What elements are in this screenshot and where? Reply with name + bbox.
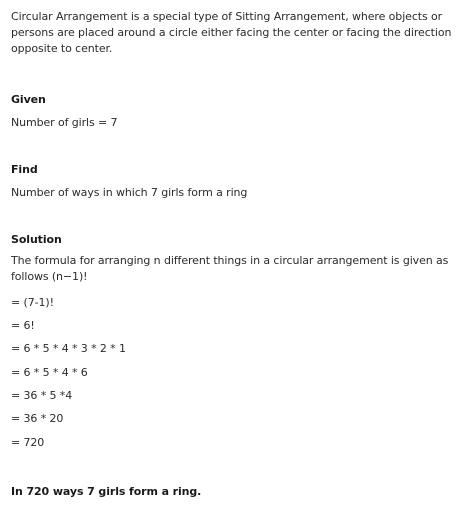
solution-step: = 720	[11, 436, 45, 449]
solution-step: = 6 * 5 * 4 * 6	[11, 366, 88, 379]
solution-heading: Solution	[11, 233, 62, 246]
solution-formula-text: The formula for arranging n different things in a circular arrangement is given as follows (n−1)!	[11, 254, 449, 283]
solution-step: = (7-1)!	[11, 296, 54, 309]
solution-step: = 6 * 5 * 4 * 3 * 2 * 1	[11, 342, 126, 355]
solution-step: = 36 * 5 *4	[11, 389, 73, 402]
solution-step: = 6!	[11, 319, 35, 332]
conclusion-text: In 720 ways 7 girls form a ring.	[11, 485, 202, 498]
solution-step: = 36 * 20	[11, 412, 64, 425]
find-heading: Find	[11, 163, 38, 176]
given-text: Number of girls = 7	[11, 116, 118, 129]
intro-paragraph: Circular Arrangement is a special type of Sitting Arrangement, where objects or persons are placed around a circle either facing the center or facing the direction opposite to center.	[11, 10, 452, 55]
given-heading: Given	[11, 93, 46, 106]
find-text: Number of ways in which 7 girls form a ring	[11, 186, 248, 199]
